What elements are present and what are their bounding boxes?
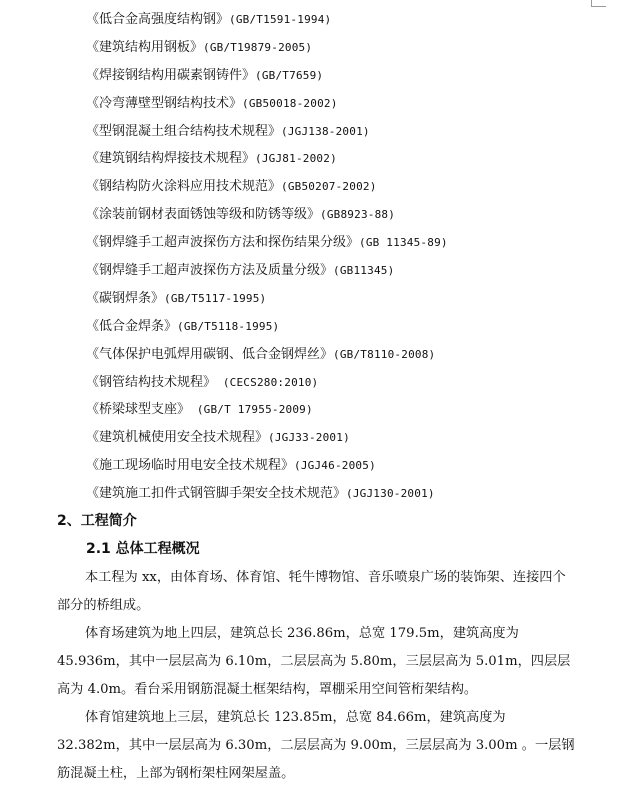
reference-code: (JGJ46-2005)	[294, 459, 376, 473]
reference-code: (GB/T5117-1995)	[164, 291, 267, 305]
reference-title: 《钢焊缝手工超声波探伤方法和探伤结果分级》	[86, 235, 360, 251]
list-item	[86, 173, 618, 201]
reference-title: 《低合金高强度结构钢》	[86, 12, 230, 27]
paragraph-stadium: 体育场建筑为地上四层，建筑总长 236.86m，总宽 179.5m，建筑高度为 45.936m，其中一层层高为 6.10m，二层层高为 5.80m，三层层高为 5.01m，四层层高为 4.0m。看台采用钢筋混凝土框架结构，罩棚采用空间管桁架结构。	[57, 626, 571, 697]
reference-title: 《气体保护电弧焊用碳钢、低合金钢焊丝》	[86, 346, 334, 362]
list-item	[86, 424, 618, 452]
reference-code: (GB50207-2002)	[281, 180, 377, 194]
list-item	[86, 34, 618, 62]
list-item	[86, 285, 618, 313]
paragraph-gymnasium: 体育馆建筑地上三层，建筑总长 123.85m，总宽 84.66m，建筑高度为 32.382m，其中一层层高为 6.30m，二层层高为 9.00m，三层层高为 3.00m 。一层钢筋混凝土柱，上部为钢桁架柱网架屋盖。	[57, 710, 575, 781]
list-item	[86, 369, 618, 397]
list-item	[86, 396, 618, 424]
reference-title: 《涂装前钢材表面锈蚀等级和防锈等级》	[86, 207, 321, 223]
reference-code: (GB/T1591-1994)	[229, 13, 332, 26]
section-heading: 2、工程简介	[57, 513, 137, 529]
reference-code: (JGJ81-2002)	[255, 152, 337, 166]
list-item	[86, 118, 618, 146]
reference-code: (GB11345)	[333, 264, 395, 278]
reference-code: (GB 11345-89)	[359, 236, 448, 250]
reference-title: 《桥梁球型支座》	[86, 402, 191, 418]
list-item	[86, 452, 618, 480]
list-item	[86, 90, 618, 118]
list-item	[86, 313, 618, 341]
list-item	[86, 480, 618, 508]
reference-title: 《冷弯薄壁型钢结构技术》	[86, 95, 243, 111]
reference-title: 《建筑施工扣件式钢管脚手架安全技术规范》	[86, 486, 347, 502]
reference-code: (GB/T8110-2008)	[333, 347, 436, 361]
list-item	[86, 257, 618, 285]
reference-title: 《建筑钢结构焊接技术规程》	[86, 151, 256, 167]
reference-code: (GB50018-2002)	[242, 96, 338, 110]
reference-title: 《钢管结构技术规程》	[86, 374, 217, 390]
reference-title: 《建筑结构用钢板》	[86, 39, 204, 55]
reference-title: 《型钢混凝土组合结构技术规程》	[86, 123, 282, 139]
list-item	[86, 229, 618, 257]
reference-title: 《钢结构防火涂料应用技术规范》	[86, 179, 282, 195]
reference-title: 《建筑机械使用安全技术规程》	[86, 430, 269, 446]
list-item	[86, 201, 618, 229]
reference-code: (GB/T7659)	[255, 68, 324, 82]
reference-standards-list	[86, 6, 618, 508]
list-item	[86, 6, 618, 34]
reference-title: 《碳钢焊条》	[86, 290, 165, 306]
reference-code: (CECS280:2010)	[216, 375, 319, 389]
list-item	[86, 62, 618, 90]
reference-title: 《低合金焊条》	[86, 318, 178, 334]
reference-code: (GB/T19879-2005)	[203, 40, 313, 54]
reference-title: 《钢焊缝手工超声波探伤方法及质量分级》	[86, 263, 334, 279]
reference-code: (GB8923-88)	[320, 208, 396, 222]
paragraph-overview: 本工程为 xx，由体育场、体育馆、牦牛博物馆、音乐喷泉广场的装饰架、连接四个部分的桥组成。	[57, 570, 566, 613]
list-item	[86, 341, 618, 369]
reference-code: (JGJ33-2001)	[268, 431, 350, 445]
reference-code: (GB/T5118-1995)	[177, 319, 280, 333]
subsection-heading: 2.1 总体工程概况	[86, 541, 200, 557]
reference-code: (JGJ138-2001)	[281, 124, 370, 138]
reference-code: (JGJ130-2001)	[346, 487, 435, 501]
reference-title: 《焊接钢结构用碳素钢铸件》	[86, 67, 256, 83]
reference-code: (GB/T 17955-2009)	[190, 403, 313, 417]
reference-title: 《施工现场临时用电安全技术规程》	[86, 458, 295, 474]
list-item	[86, 145, 618, 173]
